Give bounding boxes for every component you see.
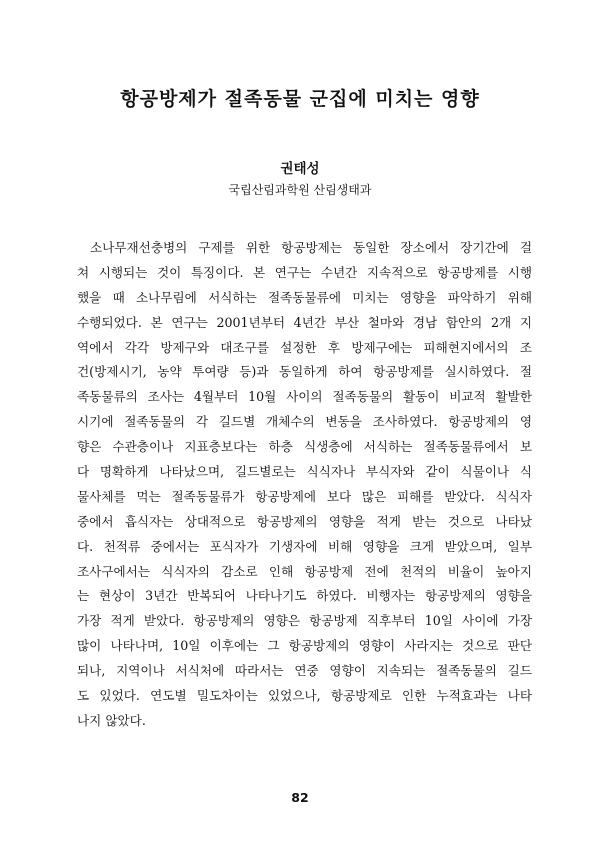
- abstract-line: 는 현상이 3년간 반복되어 나타나기도 하였다. 비행자는 항공방제의 영향을: [77, 588, 532, 604]
- abstract-line: 가장 적게 받았다. 항공방제의 영향은 항공방제 직후부터 10일 사이에 가장: [77, 613, 532, 629]
- abstract-line: 역에서 각각 방제구와 대조구를 설정한 후 방제구에는 피해현지에서의 조: [77, 339, 532, 355]
- abstract-line: 도 있었다. 연도별 밀도차이는 있었으나, 항공방제로 인한 누적효과는 나타: [77, 688, 532, 704]
- abstract-line: 되나, 지역이나 서식처에 따라서는 연중 영향이 지속되는 절족동물의 길드: [77, 663, 532, 679]
- abstract-line: 많이 나타나며, 10일 이후에는 그 항공방제의 영향이 사라지는 것으로 판단: [77, 638, 532, 654]
- abstract-line: 물사체를 먹는 절족동물류가 항공방제에 보다 많은 피해를 받았다. 식식자: [77, 488, 532, 504]
- abstract-line: 다. 천적류 중에서는 포식자가 기생자에 비해 영향을 크게 받았으며, 일부: [77, 538, 532, 554]
- page-number: 82: [291, 790, 309, 805]
- abstract-line: 조사구에서는 식식자의 감소로 인해 항공방제 전에 천적의 비율이 높아지: [77, 563, 532, 579]
- author-name: 권태성: [280, 161, 320, 177]
- abstract-line: 했을 때 소나무림에 서식하는 절족동물류에 미치는 영향을 파악하기 위해: [77, 289, 532, 305]
- author-affiliation: 국립산림과학원 산림생태과: [228, 183, 372, 197]
- abstract-line: 시기에 절족동물의 각 길드별 개체수의 변동을 조사하였다. 항공방제의 영: [77, 414, 532, 430]
- abstract-line: 다 명확하게 나타났으며, 길드별로는 식식자나 부식자와 같이 식물이나 식: [77, 464, 532, 480]
- abstract-line: 나지 않았다.: [77, 712, 146, 728]
- abstract-line: 건(방제시기, 농약 투여량 등)과 동일하게 하여 항공방제를 실시하였다. 절: [77, 364, 532, 380]
- abstract-line: 쳐 시행되는 것이 특징이다. 본 연구는 수년간 지속적으로 항공방제를 시행: [77, 264, 532, 280]
- abstract-line: 향은 수관층이나 지표층보다는 하층 식생층에 서식하는 절족동물류에서 보: [77, 439, 532, 455]
- abstract-line: 족동물류의 조사는 4월부터 10월 사이의 절족동물의 활동이 비교적 활발한: [77, 389, 532, 405]
- abstract-line: 소나무재선충병의 구제를 위한 항공방제는 동일한 장소에서 장기간에 걸: [90, 240, 532, 255]
- abstract-line: 수행되었다. 본 연구는 2001년부터 4년간 부산 철마와 경남 함안의 2개 지: [77, 314, 532, 330]
- abstract-line: 중에서 흡식자는 상대적으로 항공방제의 영향을 적게 받는 것으로 나타났: [77, 513, 532, 529]
- paper-title: 항공방제가 절족동물 군집에 미치는 영향: [120, 88, 480, 110]
- abstract-body: [77, 236, 532, 734]
